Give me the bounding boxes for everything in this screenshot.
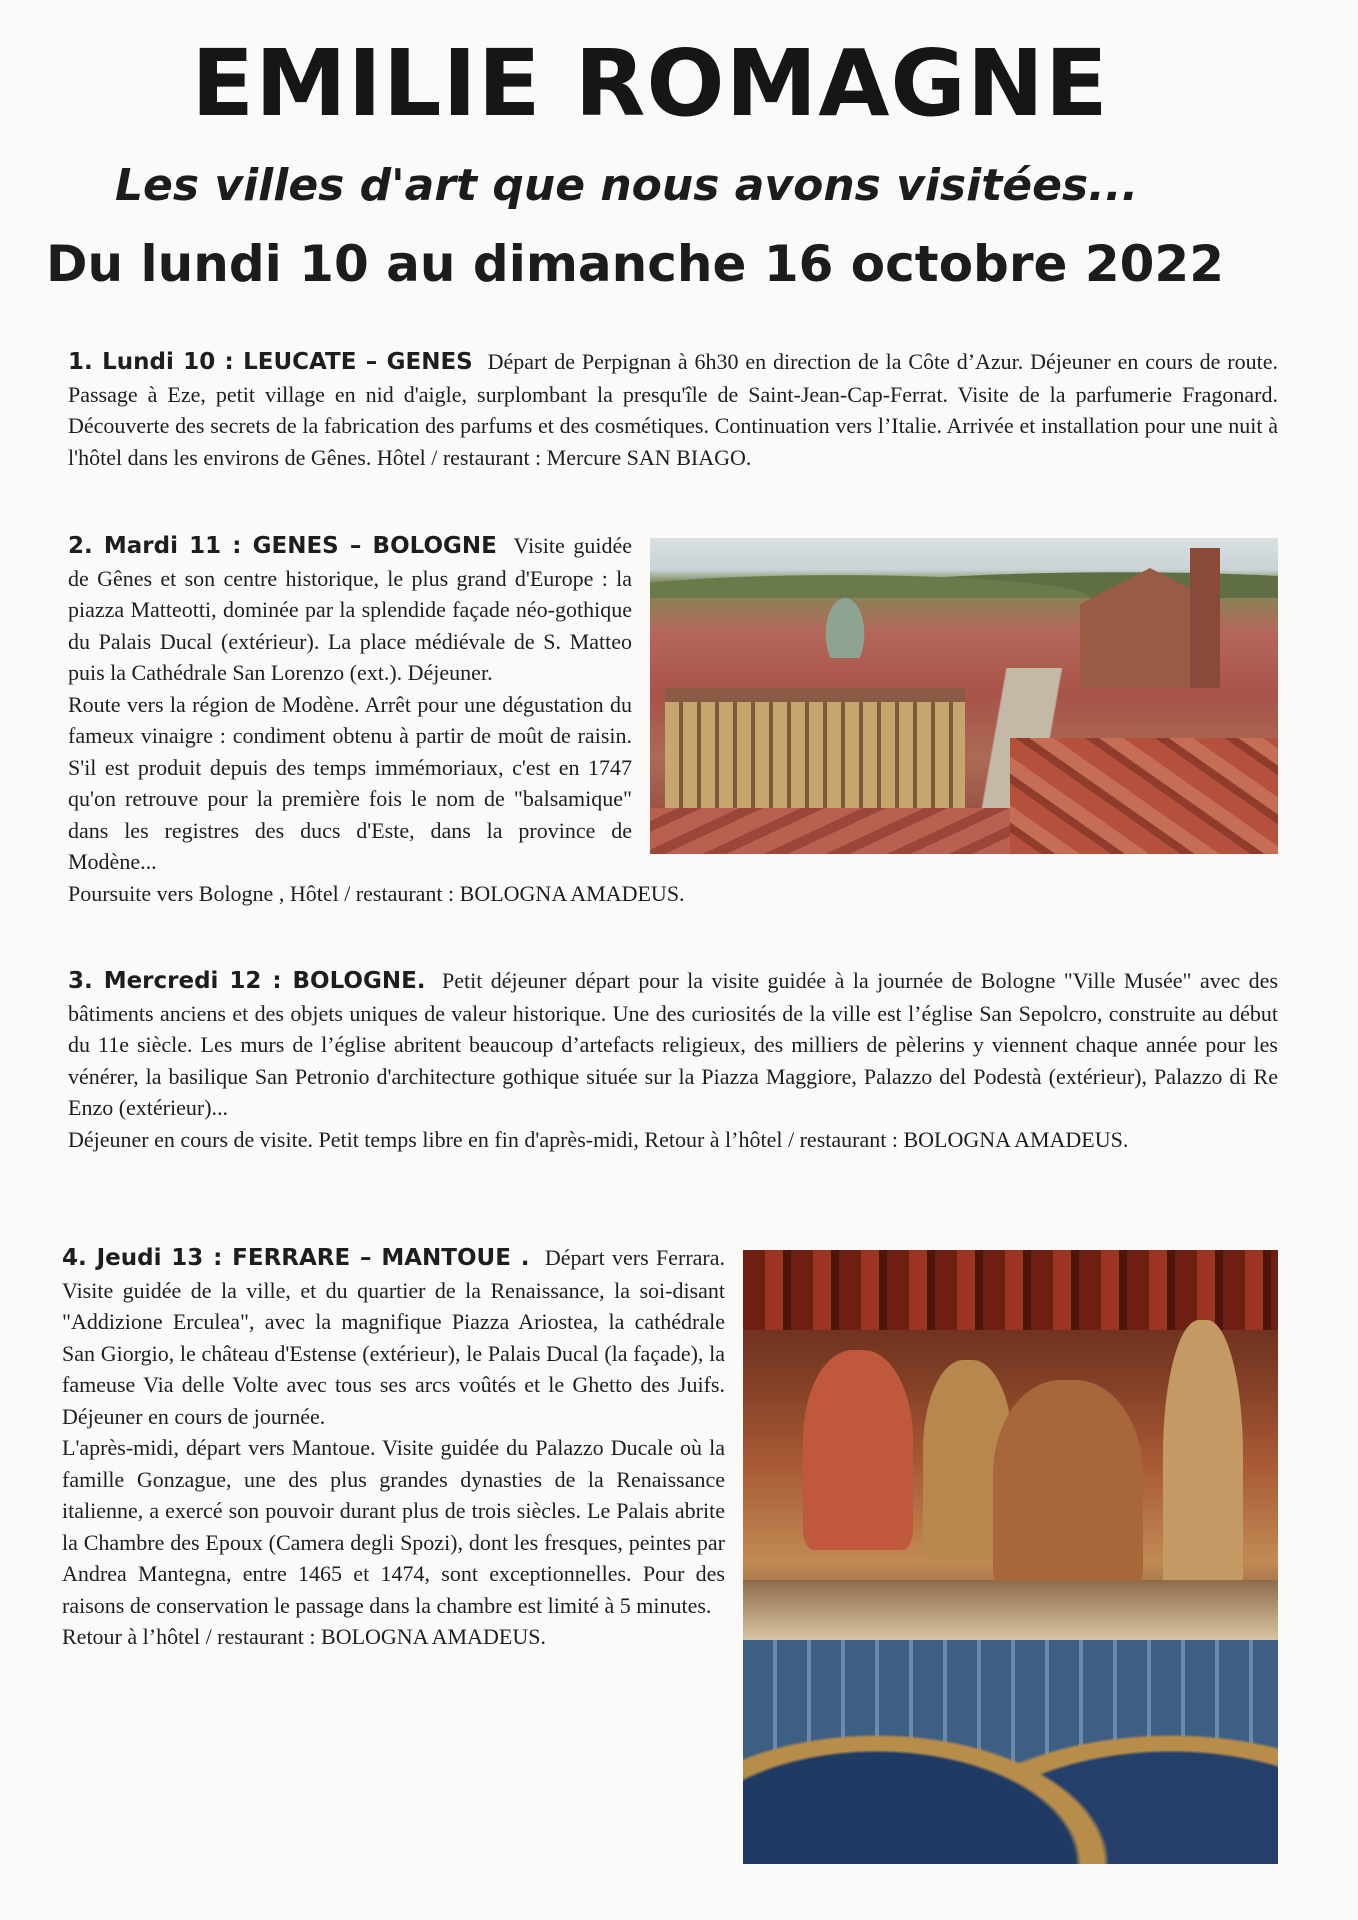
mantegna-fresco-photo <box>743 1250 1278 1864</box>
day-3-text-1: Petit déjeuner départ pour la visite guidée à la journée de Bologne "Ville Musée" avec des bâtiments anciens et des objets uniques de valeur historique. Une des curiosités de la ville est l’église San Sepolcro, construite au début du 11e siècle. Les murs de l’église abritent beaucoup d’artefacts religieux, des milliers de pèlerins y viennent chaque année pour les vénérer, la basilique San Petronio d'architecture gothique située sur la Piazza Maggiore, Palazzo del Podestà (extérieur), Palazzo di Re Enzo (extérieur)... <box>68 968 1279 1120</box>
page-title: EMILIE ROMAGNE <box>191 30 1109 137</box>
day-2-text-1: Visite guidée de Gênes et son centre historique, le plus grand d'Europe : la piazza Matteotti, dominée par la splendide façade néo-gothique du Palais Ducal (extérieur). La place médiévale de S. Matteo puis la Cathédrale San Lorenzo (ext.). Déjeuner. <box>68 533 633 685</box>
day-4-paragraph-3: Retour à l’hôtel / restaurant : BOLOGNA AMADEUS. <box>62 1624 546 1649</box>
day-1-text: Départ de Perpignan à 6h30 en direction de la Côte d’Azur. Déjeuner en cours de route. Passage à Eze, petit village en nid d'aigle, surplombant la presqu'île de Saint-Jean-Cap-Ferrat. Visite de la parfumerie Fragonard. Découverte des secrets de la fabrication des parfums et des cosmétiques. Continuation vers l’Italie. Arrivée et installation pour une nuit à l'hôtel dans les environs de Gênes. Hôtel / restaurant : Mercure SAN BIAGO. <box>68 349 1278 470</box>
day-3-heading: 3. Mercredi 12 : BOLOGNE. <box>68 968 426 994</box>
day-2-paragraph-3: Poursuite vers Bologne , Hôtel / restaurant : BOLOGNA AMADEUS. <box>68 880 685 906</box>
page-subtitle: Les villes d'art que nous avons visitées... <box>115 160 1139 211</box>
day-4-paragraph-1 <box>62 1242 1278 1432</box>
day-3-paragraph-1 <box>68 965 1278 1124</box>
day-2-section <box>68 530 1278 909</box>
day-4-heading: 4. Jeudi 13 : FERRARE – MANTOUE . <box>62 1245 530 1271</box>
day-4-text-1: Départ vers Ferrara. Visite guidée de la ville, et du quartier de la Renaissance, la soi-disant "Addizione Erculea", avec la magnifique Piazza Ariostea, la cathédrale San Giorgio, le château d'Estense (extérieur), le Palais Ducal (la façade), la fameuse Via delle Volte avec tous ses arcs voûtés et le Ghetto des Juifs. Déjeuner en cours de journée. <box>62 1245 726 1429</box>
day-2-paragraph-1 <box>68 530 1278 689</box>
day-2-heading: 2. Mardi 11 : GENES – BOLOGNE <box>68 533 497 559</box>
day-4-section <box>62 1242 1278 1870</box>
bologna-aerial-photo <box>650 538 1278 854</box>
day-4-paragraph-2: L'après-midi, départ vers Mantoue. Visite guidée du Palazzo Ducale où la famille Gonzague, une des plus grandes dynasties de la Renaissance italienne, a exercé son pouvoir durant plus de trois siècles. Le Palais abrite la Chambre des Epoux (Camera degli Spozi), dont les fresques, peintes par Andrea Mantegna, entre 1465 et 1474, sont exceptionnelles. Pour des raisons de conservation le passage dans la chambre est limité à 5 minutes. <box>62 1435 725 1618</box>
day-1-paragraph <box>68 346 1278 473</box>
day-2-paragraph-2: Route vers la région de Modène. Arrêt pour une dégustation du fameux vinaigre : condiment obtenu à partir de moût de raisin. S'il est produit depuis des temps immémoriaux, c'est en 1747 qu'on retrouve pour la première fois le nom de "balsamique" dans les registres des ducs d'Este, dans la province de Modène... <box>68 691 632 874</box>
day-3-paragraph-2: Déjeuner en cours de visite. Petit temps libre en fin d'après-midi, Retour à l’hôtel / restaurant : BOLOGNA AMADEUS. <box>68 1126 1129 1152</box>
day-1-heading: 1. Lundi 10 : LEUCATE – GENES <box>68 349 473 375</box>
trip-dates: Du lundi 10 au dimanche 16 octobre 2022 <box>46 235 1224 293</box>
day-1-section <box>68 346 1278 473</box>
day-3-section <box>68 965 1278 1155</box>
